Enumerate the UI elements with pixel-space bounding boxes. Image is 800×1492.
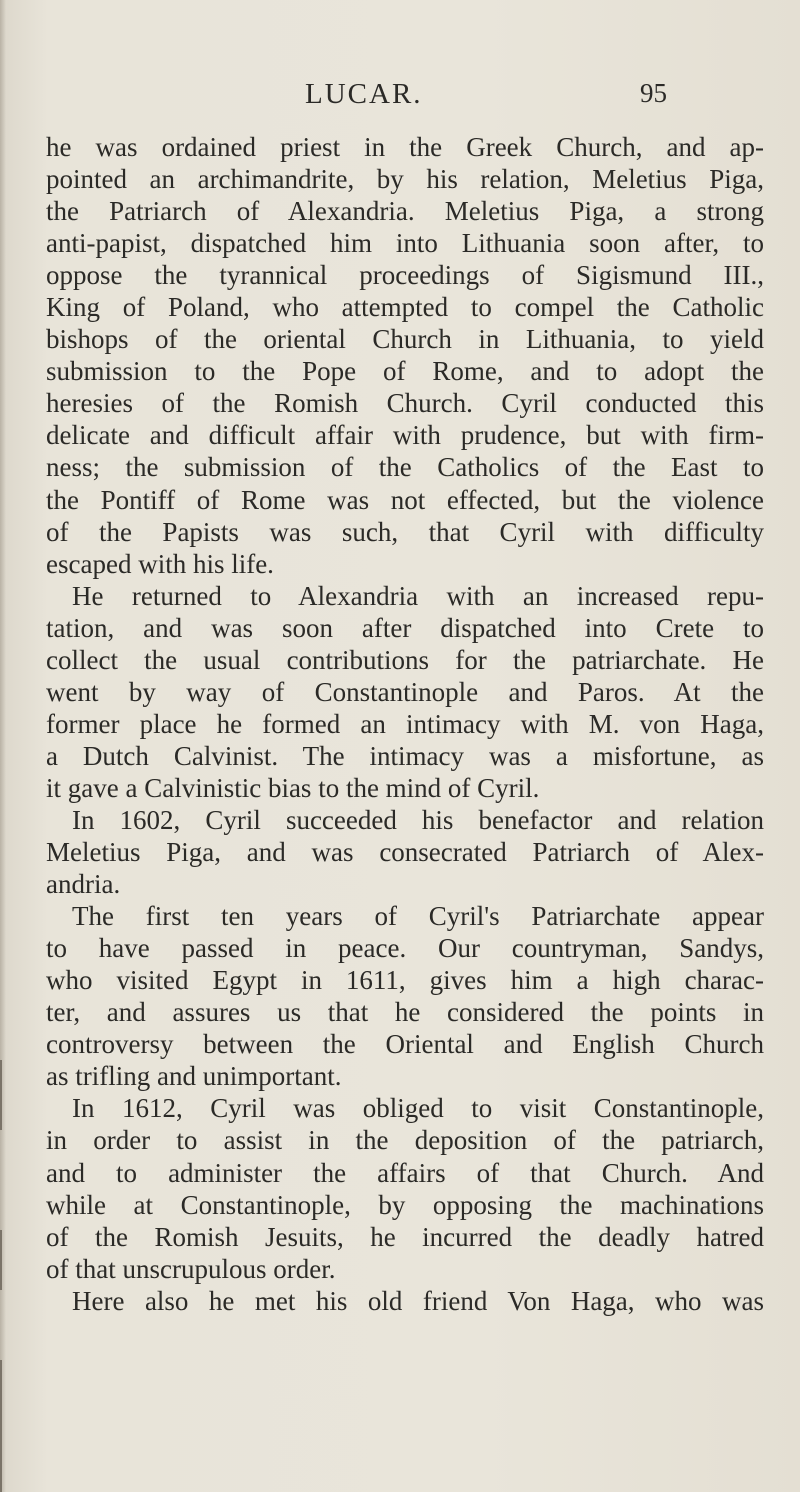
text-line: of the Romish Jesuits, he incurred the deadly hatred	[46, 1221, 764, 1252]
text-line: ness; the submission of the Catholics of the East to	[46, 452, 764, 483]
text-line: oppose the tyrannical proceedings of Sigismund III.,	[46, 260, 764, 291]
text-line: went by way of Constantinople and Paros. At the	[46, 676, 764, 707]
text-line: tation, and was soon after dispatched into Crete to	[46, 612, 764, 643]
text-line: In 1612, Cyril was obliged to visit Constantinople,	[72, 1093, 764, 1124]
text-line: bishops of the oriental Church in Lithuania, to yield	[46, 324, 764, 355]
text-line: of the Papists was such, that Cyril with difficulty	[46, 516, 764, 547]
text-line: He returned to Alexandria with an increased repu-	[72, 580, 764, 611]
page-edge-mark	[0, 1360, 2, 1492]
text-line: while at Constantinople, by opposing the machinations	[46, 1189, 764, 1220]
text-line: delicate and difficult affair with prudence, but with firm-	[46, 420, 764, 451]
text-line: King of Poland, who attempted to compel the Catholic	[46, 292, 764, 323]
text-line: Meletius Piga, and was consecrated Patriarch of Alex-	[46, 837, 764, 868]
text-line: submission to the Pope of Rome, and to adopt the	[46, 356, 764, 387]
text-line: to have passed in peace. Our countryman, Sandys,	[46, 933, 764, 964]
page-number: 95	[640, 78, 667, 108]
text-line: collect the usual contributions for the patriarchate. He	[46, 644, 764, 675]
body-text	[46, 131, 764, 1317]
text-line: of that unscrupulous order.	[46, 1253, 336, 1284]
text-line: and to administer the affairs of that Church. And	[46, 1157, 764, 1188]
text-line: pointed an archimandrite, by his relation, Meletius Piga,	[46, 164, 764, 195]
running-head-title: LUCAR.	[305, 78, 423, 110]
text-line: who visited Egypt in 1611, gives him a high charac-	[46, 965, 764, 996]
text-line: a Dutch Calvinist. The intimacy was a misfortune, as	[46, 740, 764, 771]
text-line: the Pontiff of Rome was not effected, but the violence	[46, 484, 764, 515]
text-line: anti-papist, dispatched him into Lithuania soon after, to	[46, 228, 764, 259]
text-line: ter, and assures us that he considered the points in	[46, 997, 764, 1028]
text-line: he was ordained priest in the Greek Church, and ap-	[46, 132, 764, 162]
text-line: the Patriarch of Alexandria. Meletius Piga, a strong	[46, 196, 764, 227]
text-line: Here also he met his old friend Von Haga, who was	[72, 1285, 764, 1316]
text-line: in order to assist in the deposition of the patriarch,	[46, 1125, 764, 1156]
page-edge-mark	[0, 1060, 2, 1130]
page-edge-mark	[0, 1230, 2, 1290]
text-line: heresies of the Romish Church. Cyril conducted this	[46, 388, 764, 419]
text-line: former place he formed an intimacy with M. von Haga,	[46, 708, 764, 739]
text-line: as trifling and unimportant.	[46, 1061, 342, 1092]
text-line: The first ten years of Cyril's Patriarchate appear	[72, 901, 764, 932]
running-head	[0, 78, 800, 114]
text-line: andria.	[46, 869, 121, 900]
text-line: escaped with his life.	[46, 548, 274, 579]
text-line: In 1602, Cyril succeeded his benefactor and relation	[72, 804, 764, 835]
text-line: controversy between the Oriental and English Church	[46, 1029, 764, 1060]
text-line: it gave a Calvinistic bias to the mind of Cyril.	[46, 772, 540, 803]
